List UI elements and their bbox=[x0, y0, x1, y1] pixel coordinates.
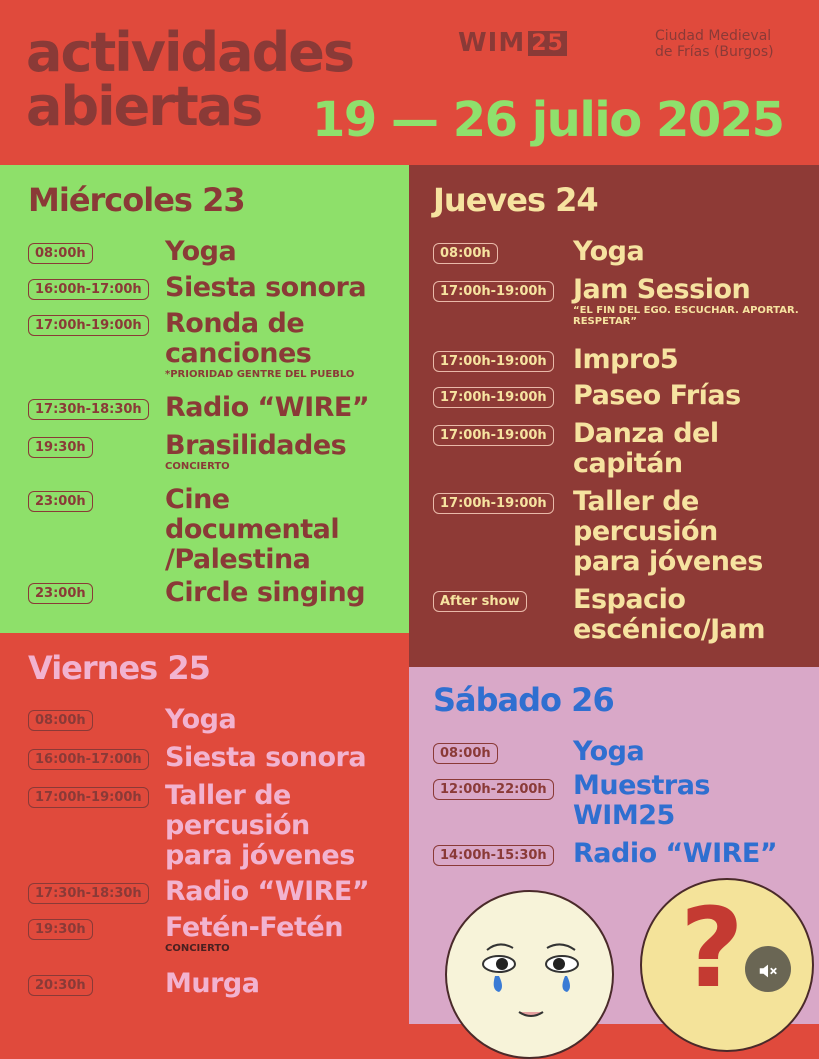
schedule-row bbox=[28, 975, 93, 996]
time-badge: 12:00h-22:00h bbox=[433, 779, 554, 800]
schedule-row bbox=[28, 491, 93, 512]
schedule-row bbox=[28, 437, 93, 458]
activity-note: *PRIORIDAD GENTRE DEL PUEBLO bbox=[165, 369, 355, 380]
crying-face-illustration bbox=[445, 890, 614, 1059]
activity-note: CONCIERTO bbox=[165, 461, 230, 472]
schedule-row bbox=[433, 243, 498, 264]
schedule-row bbox=[433, 743, 498, 764]
activity-name: Taller de percusión para jóvenes bbox=[165, 780, 355, 871]
time-badge: 17:00h-19:00h bbox=[433, 351, 554, 372]
schedule-row bbox=[433, 779, 554, 800]
time-badge: 17:00h-19:00h bbox=[433, 425, 554, 446]
page-title bbox=[26, 21, 353, 138]
schedule-row bbox=[433, 845, 554, 866]
panel-viernes bbox=[0, 633, 409, 1024]
time-badge: 08:00h bbox=[28, 710, 93, 731]
time-badge: 19:30h bbox=[28, 919, 93, 940]
time-badge: 20:30h bbox=[28, 975, 93, 996]
schedule-row bbox=[28, 919, 93, 940]
location-line-1: Ciudad Medieval bbox=[655, 28, 772, 44]
activity-name: Radio “WIRE” bbox=[165, 392, 370, 423]
time-badge: 17:00h-19:00h bbox=[433, 281, 554, 302]
day-heading: Viernes 25 bbox=[28, 649, 210, 687]
logo-text: WIM bbox=[458, 28, 526, 58]
time-badge: 17:30h-18:30h bbox=[28, 883, 149, 904]
time-badge: 17:00h-19:00h bbox=[433, 387, 554, 408]
day-heading: Sábado 26 bbox=[433, 681, 614, 719]
schedule-row bbox=[28, 787, 149, 808]
panel-miercoles bbox=[0, 165, 409, 633]
schedule-row bbox=[28, 315, 149, 336]
logo-badge: 25 bbox=[528, 31, 567, 56]
activity-name: Murga bbox=[165, 968, 260, 999]
question-mark-icon: ? bbox=[680, 884, 744, 1012]
activity-name: Radio “WIRE” bbox=[165, 876, 370, 907]
activity-name: Jam Session “EL FIN DEL EGO. ESCUCHAR. APORTAR. RESPETAR” bbox=[573, 275, 803, 327]
title-line-2: abiertas bbox=[26, 75, 262, 138]
schedule-row bbox=[28, 243, 93, 264]
face-drawing bbox=[447, 892, 612, 1032]
wim-logo bbox=[458, 28, 567, 58]
schedule-row bbox=[433, 351, 554, 372]
day-heading: Miércoles 23 bbox=[28, 181, 245, 219]
activity-name: Yoga bbox=[165, 236, 237, 267]
time-badge: 14:00h-15:30h bbox=[433, 845, 554, 866]
schedule-row bbox=[433, 493, 554, 514]
time-badge: 17:00h-19:00h bbox=[433, 493, 554, 514]
time-badge: 17:00h-19:00h bbox=[28, 315, 149, 336]
time-badge: 16:00h-17:00h bbox=[28, 749, 149, 770]
activity-name: Radio “WIRE” bbox=[573, 838, 778, 869]
time-badge: 19:30h bbox=[28, 437, 93, 458]
time-badge: 08:00h bbox=[433, 743, 498, 764]
time-badge: 16:00h-17:00h bbox=[28, 279, 149, 300]
activity-name: Paseo Frías bbox=[573, 380, 741, 411]
activity-name: Danza del capitán bbox=[573, 418, 719, 479]
schedule-row bbox=[433, 281, 554, 302]
activity-note: CONCIERTO bbox=[165, 943, 230, 954]
activity-name: Yoga bbox=[573, 736, 645, 767]
activity-name: Fetén-Fetén CONCIERTO bbox=[165, 912, 343, 954]
activity-name: Brasilidades CONCIERTO bbox=[165, 430, 347, 472]
schedule-row bbox=[433, 591, 527, 612]
day-heading: Jueves 24 bbox=[433, 181, 598, 219]
time-badge: 23:00h bbox=[28, 583, 93, 604]
time-badge: After show bbox=[433, 591, 527, 612]
activity-name: Cine documental /Palestina bbox=[165, 484, 340, 575]
speaker-muted-icon[interactable] bbox=[745, 946, 791, 992]
mute-glyph bbox=[757, 960, 779, 982]
schedule-row bbox=[433, 387, 554, 408]
time-badge: 23:00h bbox=[28, 491, 93, 512]
title-line-1: actividades bbox=[26, 21, 353, 84]
schedule-row bbox=[433, 425, 554, 446]
activity-name: Taller de percusión para jóvenes bbox=[573, 486, 763, 577]
activity-name: Impro5 bbox=[573, 344, 679, 375]
activity-name: Circle singing bbox=[165, 577, 366, 608]
time-badge: 17:00h-19:00h bbox=[28, 787, 149, 808]
location bbox=[655, 28, 774, 60]
activity-name: Ronda de canciones *PRIORIDAD GENTRE DEL PUEBLO bbox=[165, 308, 355, 380]
schedule-row bbox=[28, 399, 149, 420]
event-dates: 19 — 26 julio 2025 bbox=[312, 92, 784, 148]
time-badge: 08:00h bbox=[433, 243, 498, 264]
activity-name: Siesta sonora bbox=[165, 272, 367, 303]
activity-name: Siesta sonora bbox=[165, 742, 367, 773]
schedule-row bbox=[28, 883, 149, 904]
schedule-row bbox=[28, 749, 149, 770]
schedule-row bbox=[28, 279, 149, 300]
activity-name: Yoga bbox=[165, 704, 237, 735]
schedule-row bbox=[28, 583, 93, 604]
activity-name: Espacio escénico/Jam bbox=[573, 584, 765, 645]
time-badge: 17:30h-18:30h bbox=[28, 399, 149, 420]
location-line-2: de Frías (Burgos) bbox=[655, 44, 774, 60]
activity-name: Yoga bbox=[573, 236, 645, 267]
schedule-row bbox=[28, 710, 93, 731]
panel-jueves bbox=[409, 165, 819, 667]
activity-name: Muestras WIM25 bbox=[573, 770, 710, 831]
header bbox=[0, 0, 819, 165]
time-badge: 08:00h bbox=[28, 243, 93, 264]
activity-note: “EL FIN DEL EGO. ESCUCHAR. APORTAR. RESPETAR” bbox=[573, 305, 799, 327]
